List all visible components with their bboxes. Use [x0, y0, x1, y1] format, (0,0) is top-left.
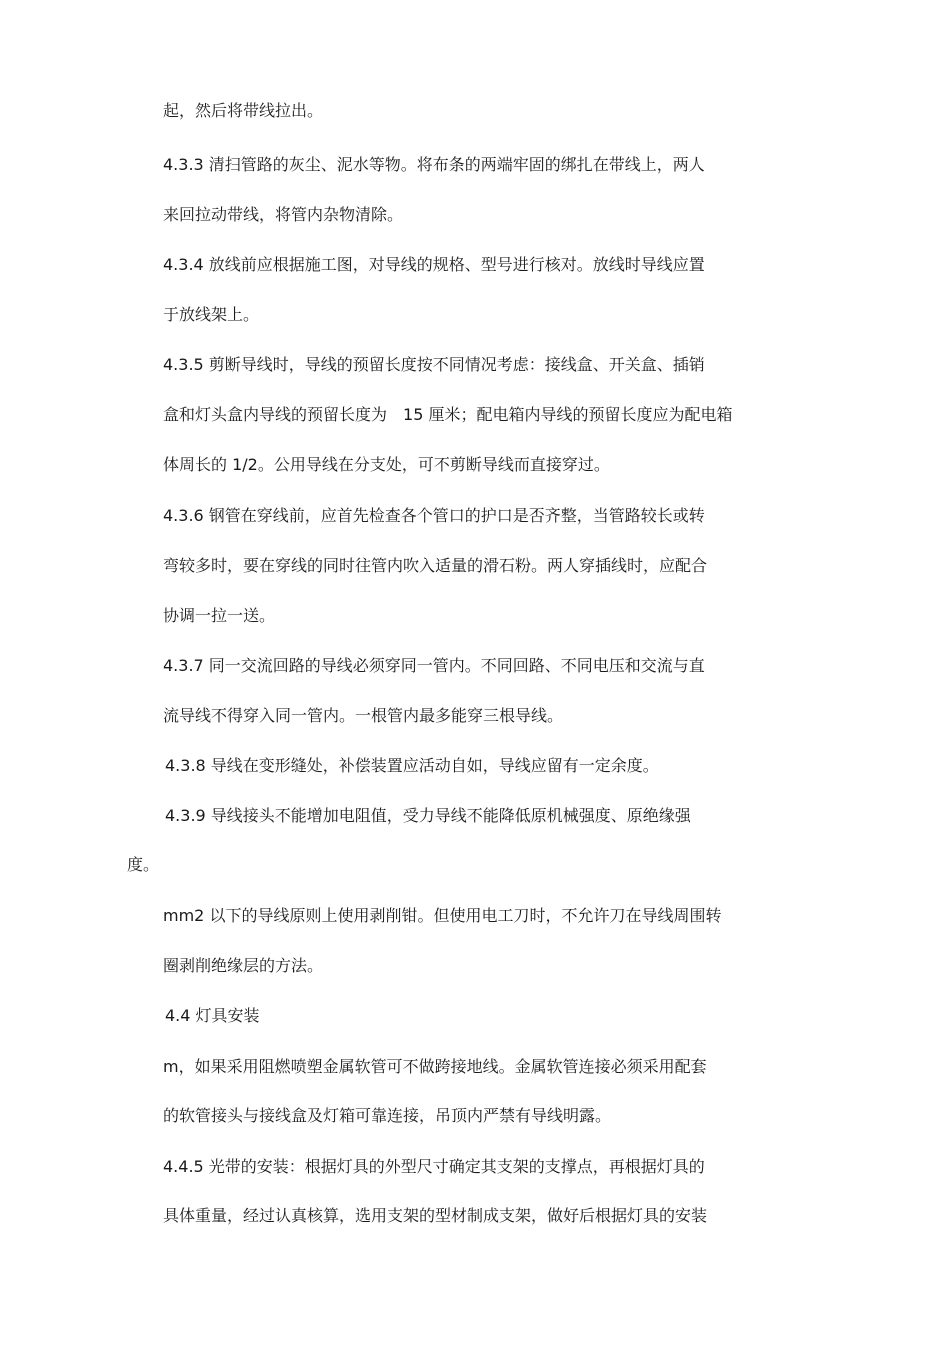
text-line	[163, 405, 732, 425]
text-line: 起，然后将带线拉出。	[163, 101, 324, 120]
text-line: 具体重量，经过认真核算，选用支架的型材制成支架，做好后根据灯具的安装	[163, 1206, 708, 1225]
text-line: 协调一拉一送。	[163, 606, 276, 625]
text-line: 圈剥削绝缘层的方法。	[163, 956, 324, 975]
text-line: 4.3.7 同一交流回路的导线必须穿同一管内。不同回路、不同电压和交流与直	[163, 656, 705, 675]
text-line: 度。	[127, 855, 160, 874]
text-line: 4.3.8 导线在变形缝处，补偿装置应活动自如，导线应留有一定余度。	[165, 756, 659, 775]
text-line: 弯较多时，要在穿线的同时往管内吹入适量的滑石粉。两人穿插线时，应配合	[163, 556, 708, 575]
text-segment: 15 厘米；配电箱内导线的预留长度应为配电箱	[403, 405, 733, 424]
text-line: 的软管接头与接线盒及灯箱可靠连接，吊顶内严禁有导线明露。	[163, 1106, 612, 1125]
text-line: 4.4.5 光带的安装：根据灯具的外型尺寸确定其支架的支撑点，再根据灯具的	[163, 1157, 705, 1176]
text-line: 4.3.3 清扫管路的灰尘、泥水等物。将布条的两端牢固的绑扎在带线上，两人	[163, 155, 705, 174]
text-line: 4.3.9 导线接头不能增加电阻值，受力导线不能降低原机械强度、原绝缘强	[165, 806, 691, 825]
text-segment: 盒和灯头盒内导线的预留长度为	[163, 405, 388, 424]
text-line: 4.3.6 钢管在穿线前，应首先检查各个管口的护口是否齐整，当管路较长或转	[163, 506, 705, 525]
text-line: mm2 以下的导线原则上使用剥削钳。但使用电工刀时，不允许刀在导线周围转	[163, 906, 722, 925]
text-line: m，如果采用阻燃喷塑金属软管可不做跨接地线。金属软管连接必须采用配套	[163, 1057, 707, 1076]
text-line: 4.3.5 剪断导线时，导线的预留长度按不同情况考虑：接线盒、开关盒、插销	[163, 355, 705, 374]
text-line: 于放线架上。	[163, 305, 260, 324]
text-line: 流导线不得穿入同一管内。一根管内最多能穿三根导线。	[163, 706, 564, 725]
text-line: 4.4 灯具安装	[165, 1006, 260, 1025]
text-line: 4.3.4 放线前应根据施工图，对导线的规格、型号进行核对。放线时导线应置	[163, 255, 705, 274]
text-line: 来回拉动带线，将管内杂物清除。	[163, 205, 404, 224]
text-line: 体周长的 1/2。公用导线在分支处，可不剪断导线而直接穿过。	[163, 455, 610, 474]
